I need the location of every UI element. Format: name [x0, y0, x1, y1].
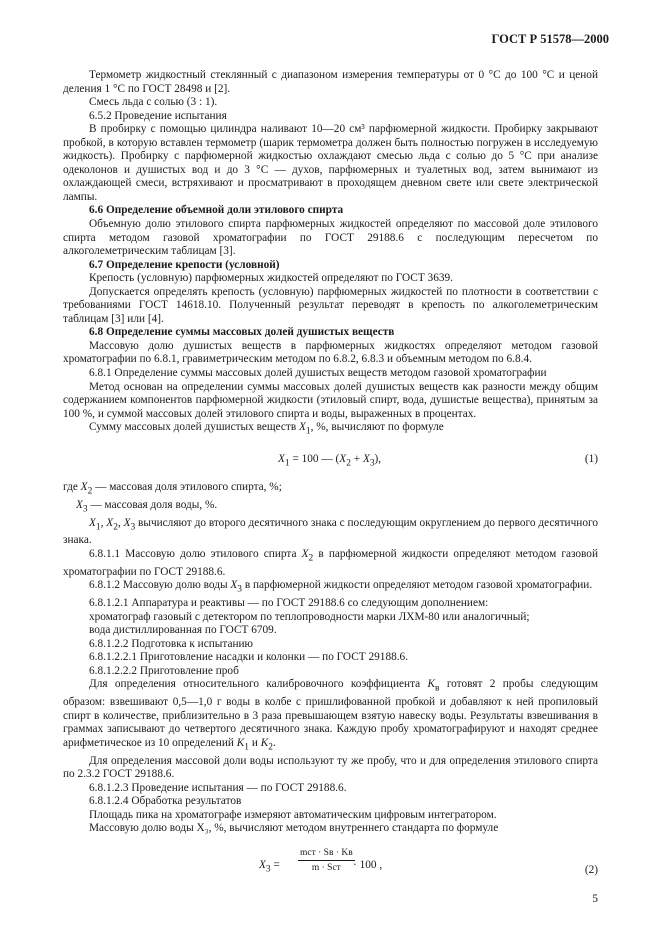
var: X [278, 453, 285, 466]
var: X [299, 421, 306, 434]
section-heading: 6.5.2 Проведение испытания [89, 109, 227, 122]
var: X [76, 498, 83, 511]
text: 6.8.1.1 Массовую долю этилового спирта [89, 547, 302, 560]
text: — массовая доля этилового спирта, %; [92, 481, 282, 494]
sub: 3 [130, 521, 136, 532]
sub: 3 [237, 584, 242, 595]
text: — массовая доля воды, %. [87, 498, 218, 511]
paragraph: 6.8.1.2.2.2 Приготовление проб [89, 664, 239, 677]
paragraph [63, 421, 598, 439]
var: X [362, 453, 370, 466]
formula-2 [63, 844, 598, 890]
var: X [230, 579, 238, 592]
formula-2-fraction [298, 847, 355, 874]
formula-2-tail: · 100 , [353, 858, 383, 871]
var: K [260, 736, 269, 749]
paragraph: Массовую долю душистых веществ в парфюмерных жидкостях определяют методом газовой хроматографии по 6.8.1, гравиметрическим методом по 6.8.2, 6.8.3 и объемным методом по 6.8.4. [63, 339, 598, 366]
sub: 1 [284, 458, 290, 469]
text: где [63, 481, 81, 494]
paragraph: Для определения массовой доли воды используют ту же пробу, что и для определения этилового спирта по 2.3.2 ГОСТ 29188.6. [63, 754, 598, 781]
sub: 3 [369, 458, 375, 469]
section-heading-6-8: 6.8 Определение суммы массовых долей душистых веществ [89, 326, 395, 339]
sub: 3 [82, 504, 88, 515]
section-heading-6-6: 6.6 Определение объемной доли этилового спирта [89, 204, 344, 217]
paragraph: хроматограф газовый с детектором по теплопроводности марки ЛХМ-80 или аналогичный; [89, 610, 530, 623]
paragraph: 6.8.1.2.2 Подготовка к испытанию [89, 637, 253, 650]
sub: 1 [305, 426, 311, 437]
fraction-numerator: mст · Sв · Kв [298, 847, 355, 861]
formula-number: (1) [584, 453, 598, 466]
text: ), [374, 453, 382, 466]
var: X [80, 481, 88, 494]
text: . [272, 736, 276, 749]
formula-1 [63, 447, 598, 473]
sub: 3 [265, 864, 271, 875]
paragraph: Метод основан на определении суммы массовых долей душистых веществ как разности между общим содержанием компонентов парфюмерной жидкости (этиловый спирт, вода, душистые вещества), принятым за 100 %, и суммой массовых долей этилового спирта и воды, выраженных в процентах. [63, 380, 598, 420]
paragraph: 6.8.1 Определение суммы массовых долей душистых веществ методом газовой хроматографии [89, 367, 547, 380]
text: 6.8.1.2 Массовую долю воды [89, 579, 231, 592]
paragraph: Допускается определять крепость (условную) парфюмерных жидкостей по плотности в соответствии с требованиями ГОСТ 14618.10. Полученный результат переводят в крепость по алкоголеметрическим таблицам [3] или [4]. [63, 285, 598, 325]
var: X [89, 516, 96, 529]
paragraph: 6.8.1.2.2.1 Приготовление насадки и колонки — по ГОСТ 29188.6. [89, 651, 409, 664]
paragraph [63, 579, 598, 597]
text: , %, вычисляют по формуле [310, 421, 444, 434]
paragraph [63, 481, 598, 499]
text: Сумму массовых долей душистых веществ [89, 421, 299, 434]
paragraph: 6.8.1.2.1 Аппаратура и реактивы — по ГОСТ 29188.6 со следующим дополнением: [89, 597, 489, 610]
text: и [249, 736, 261, 749]
document-body [63, 69, 598, 896]
sub: 1 [244, 742, 249, 753]
sub: 2 [346, 458, 351, 469]
paragraph: Термометр жидкостный стеклянный с диапазоном измерения температуры от 0 °С до 100 °С и ценой деления 1 °С по ГОСТ 28498 и [2]. [63, 69, 598, 95]
paragraph: В пробирку с помощью цилиндра наливают 10—20 см³ парфюмерной жидкости. Пробирку закрывают пробкой, в которую вставлен термометр (шарик термометра должен быть полностью погружен в исследуемую жидкость). Пробирку с парфюмерной жидкостью охлаждают смесью льда с солью до 5 °С при анализе одеколонов и душистых вод и до 3 °С — духов, парфюмерных и туалетных вод, затем вынимают из охлаждающей смеси, встряхивают и просматривают в проходящем дневном свете или свете электрической лампы. [63, 123, 598, 203]
fraction-denominator: m · Sст [311, 862, 341, 873]
text: + [350, 453, 363, 466]
var: X [123, 516, 131, 529]
var: X [259, 858, 266, 871]
paragraph: Смесь льда с солью (3 : 1). [89, 96, 218, 109]
text: в парфюмерной жидкости определяют методом газовой хроматографии. [242, 579, 593, 592]
paragraph: Площадь пика на хроматографе измеряют автоматическим цифровым интегратором. [89, 808, 497, 821]
var: K [427, 678, 436, 691]
paragraph: $X_1$, $X_2$, $X_3$ вычисляют до второго десятичного знака с последующим округлением до первого десятичного знака. [63, 516, 598, 547]
formula-1-expression [278, 453, 381, 471]
text: = 100 — ( [292, 453, 340, 466]
formula-2-lhs: $X_3$ = [259, 858, 280, 875]
paragraph: 6.8.1.2.4 Обработка результатов [89, 795, 242, 808]
sub: 1 [95, 521, 101, 532]
text: в парфюмерной жидкости определяют методом газовой хроматографии по ГОСТ 29188.6. [63, 547, 599, 578]
paragraph: 6.8.1.2.3 Проведение испытания — по ГОСТ 29188.6. [89, 781, 347, 794]
text: готовят 2 пробы следующим образом: взвешивают 0,5—1,0 г воды в колбе с пришлифованной пробкой и добавляют к ней пропиловый спирт в количестве, приблизительно в 3 раза превышающем взятую навеску воды. Результаты взвешивания в граммах записывают до четвертого десятичного знака. Каждую пробу хроматографируют и находят среднее арифметическое из 10 определений [63, 678, 598, 749]
page-number: 5 [592, 893, 598, 905]
section-heading-6-7: 6.7 Определение крепости (условной) [89, 258, 280, 271]
paragraph [63, 678, 598, 754]
var: X [106, 516, 114, 529]
sub: в [435, 683, 440, 694]
paragraph: Крепость (условную) парфюмерных жидкостей определяют по ГОСТ 3639. [89, 272, 453, 285]
sub: 2 [113, 521, 118, 532]
sub: 2 [308, 553, 314, 564]
paragraph [63, 499, 598, 517]
paragraph: Объемную долю этилового спирта парфюмерных жидкостей определяют по массовой доле этилового спирта методом газовой хроматографии по ГОСТ 29188.6 с последующим пересчетом по алкоголеметрическим таблицам [3]. [63, 218, 598, 258]
paragraph: Массовую долю воды X₃, %, вычисляют методом внутреннего стандарта по формуле [89, 822, 499, 835]
var: X [301, 547, 309, 560]
var: X [339, 453, 347, 466]
var: K [236, 736, 245, 749]
sub: 2 [87, 486, 93, 497]
text: Для определения относительного калибровочного коэффициента [89, 678, 428, 691]
paragraph: вода дистиллированная по ГОСТ 6709. [89, 624, 277, 637]
paragraph [63, 548, 598, 579]
formula-number: (2) [584, 863, 598, 876]
standard-header: ГОСТ Р 51578—2000 [491, 32, 609, 46]
text: вычисляют до второго десятичного знака с последующим округлением до первого десятичного знака. [63, 516, 598, 547]
sub: 2 [268, 742, 273, 753]
